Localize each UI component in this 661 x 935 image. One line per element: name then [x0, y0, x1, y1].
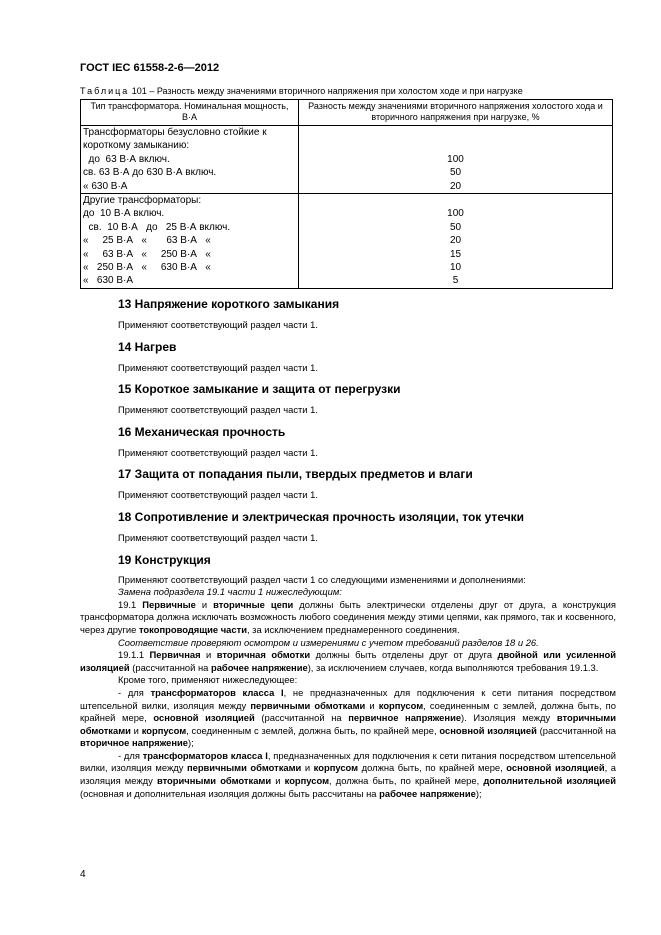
- text-run: должны быть электрически отделены друг от друга, а конструкция трансформатора должна исключать возможность любого соединения между этими цепями, как прямого, так и косвенного, через другие: [80, 598, 616, 635]
- table-cell-type: « 630 В·А: [83, 275, 134, 287]
- sections-list: [80, 296, 616, 568]
- text-run: и: [271, 775, 285, 787]
- table-cell-type: « 63 В·А « 250 В·А «: [83, 248, 211, 260]
- additional-requirements: Кроме того, применяют нижеследующее:: [118, 674, 298, 686]
- text-run: - для: [118, 749, 143, 761]
- table-group-title-line: Трансформаторы безусловно стойкие к: [83, 127, 267, 138]
- term-bold: корпусом: [284, 775, 330, 787]
- text-run: и: [130, 724, 142, 736]
- table-101: [80, 99, 613, 289]
- table-group-row: [81, 126, 613, 194]
- term-bold: первичными обмотками: [186, 762, 302, 774]
- text-run: , а изоляция между: [80, 762, 616, 787]
- text-run: );: [475, 787, 482, 799]
- table-caption-text: 101 – Разность между значениями вторичного напряжения при холостом ходе и при нагрузке: [129, 86, 523, 96]
- text-run: ), за исключением случаев, когда выполняются требования 19.1.3.: [307, 661, 599, 673]
- table-col1-header: Тип трансформатора. Номинальная мощность, В·А: [81, 100, 299, 126]
- table-cell-value: 20: [449, 180, 462, 192]
- table-cell-type: « 250 В·А « 630 В·А «: [83, 262, 211, 274]
- term-bold: рабочее напряжение: [379, 787, 476, 799]
- section-heading: 17 Защита от попадания пыли, твердых предметов и влаги: [118, 467, 473, 482]
- table-group1-values: [299, 126, 613, 194]
- table-group-row: [81, 194, 613, 289]
- table-header-row: [81, 100, 613, 126]
- class-i-plug-item: [80, 750, 616, 800]
- table-caption: [80, 86, 523, 96]
- table-group-title-line: короткому замыканию:: [83, 140, 190, 152]
- term-bold: корпусом: [313, 762, 359, 774]
- term-bold: вторичными обмотками: [80, 712, 616, 736]
- table-cell-value: 20: [449, 235, 462, 247]
- term-bold: основной изоляцией: [153, 712, 255, 724]
- text-run: , соединенным с землей, должна быть, по крайней мере,: [80, 699, 616, 724]
- term-bold: основной изоляцией: [506, 762, 605, 774]
- text-run: (основная и дополнительная изоляция должны быть рассчитаны на: [80, 787, 380, 799]
- table-cell-type: св. 63 В·А до 630 В·А включ.: [83, 167, 217, 179]
- compliance-check-note: Соответствие проверяют осмотром и измерениями с учетом требований разделов 18 и 26.: [118, 636, 539, 648]
- term-bold: первичное напряжение: [348, 712, 462, 724]
- text-run: и: [200, 649, 217, 661]
- table-group2-types: [81, 194, 299, 289]
- text-run: (рассчитанной на: [536, 724, 616, 736]
- table-cell-type: « 25 В·А « 63 В·А «: [83, 235, 211, 247]
- text-run: (рассчитанной на: [129, 661, 211, 673]
- text-run: (рассчитанной на: [254, 712, 349, 724]
- text-run: и: [301, 762, 314, 774]
- text-run: );: [187, 737, 194, 749]
- section-heading: 19 Конструкция: [118, 552, 211, 567]
- term-bold: Первичные: [142, 598, 196, 610]
- term-bold: вторичными обмотками: [156, 775, 272, 787]
- term-bold: Первичная: [149, 649, 201, 661]
- text-run: - для: [118, 686, 151, 698]
- text-run: 19.1: [118, 598, 143, 610]
- table-cell-type: « 630 В·А: [83, 180, 128, 192]
- text-run: и: [195, 598, 214, 610]
- text-run: , соединенным с землей, должна быть, по крайней мере,: [186, 724, 440, 736]
- text-run: , за исключением преднамеренного соединения.: [246, 623, 460, 635]
- table-spacer: [301, 126, 610, 139]
- table-cell-value: 10: [449, 262, 462, 274]
- term-bold: основной изоляцией: [439, 724, 537, 736]
- term-bold: трансформаторов класса I: [150, 686, 284, 698]
- section-heading: 13 Напряжение короткого замыкания: [118, 297, 340, 311]
- term-bold: вторичные цепи: [213, 598, 294, 610]
- section-heading: 18 Сопротивление и электрическая прочность изоляции, ток утечки: [118, 509, 525, 524]
- section-text: Применяют соответствующий раздел части 1.: [118, 531, 318, 543]
- table-col2-header: Разность между значениями вторичного напряжения холостого хода и вторичного напряжения при нагрузке, %: [299, 100, 613, 126]
- table-cell-value: 15: [449, 248, 462, 260]
- class-i-no-plug-item: [80, 687, 616, 750]
- section-text: Применяют соответствующий раздел части 1.: [118, 361, 318, 373]
- clause-19-1: [80, 599, 616, 637]
- term-bold: корпусом: [141, 724, 187, 736]
- document-header: ГОСТ IEC 61558-2-6—2012: [80, 62, 220, 74]
- table-caption-word: Таблица: [80, 86, 130, 96]
- section-heading: 14 Нагрев: [118, 339, 177, 354]
- table-cell-value: 50: [449, 221, 462, 233]
- document-body: [80, 296, 616, 800]
- term-bold: вторичная обмотки: [216, 649, 311, 661]
- s19-replace-note: Замена подраздела 19.1 части 1 нижеследующим:: [118, 586, 342, 598]
- text-run: ). Изоляция между: [461, 712, 557, 724]
- term-bold: первичными обмотками: [250, 699, 366, 711]
- text-run: должна быть, по крайней мере,: [358, 762, 507, 774]
- section-text: Применяют соответствующий раздел части 1.: [118, 489, 318, 501]
- table-group2-values: [299, 194, 613, 289]
- table-group1-types: [81, 126, 299, 194]
- table-cell-value: 100: [447, 153, 464, 165]
- term-bold: дополнительной изоляцией: [483, 775, 616, 787]
- table-cell-type: св. 10 В·А до 25 В·А включ.: [83, 221, 231, 233]
- s19-intro: Применяют соответствующий раздел части 1 со следующими изменениями и дополнениями:: [118, 573, 526, 585]
- text-run: , должна быть, по крайней мере,: [329, 775, 484, 787]
- section-text: Применяют соответствующий раздел части 1.: [118, 446, 318, 458]
- text-run: должны быть отделены друг от друга: [310, 649, 498, 661]
- term-bold: рабочее напряжение: [210, 661, 308, 673]
- text-run: и: [365, 699, 379, 711]
- text-run: 19.1.1: [118, 649, 150, 661]
- text-run: , предназначенных для подключения к сети питания посредством штепсельной вилки, изоляция между: [80, 749, 616, 774]
- table-group-title-line: Другие трансформаторы:: [83, 195, 202, 207]
- text-run: , не предназначенных для подключения к сети питания посредством штепсельной вилки, изоляция между: [80, 686, 616, 711]
- page-number: 4: [80, 869, 86, 880]
- table-cell-value: 50: [449, 167, 462, 179]
- term-bold: вторичное напряжение: [80, 737, 188, 749]
- table-cell-value: 100: [447, 208, 464, 220]
- table-spacer: [301, 194, 610, 207]
- table-cell-type: до 63 В·А включ.: [83, 153, 170, 165]
- section-heading: 15 Короткое замыкание и защита от перегрузки: [118, 382, 401, 397]
- section-text: Применяют соответствующий раздел части 1.: [118, 319, 318, 330]
- clause-19-1-1: [80, 649, 616, 674]
- section-text: Применяют соответствующий раздел части 1.: [118, 404, 318, 416]
- term-bold: трансформаторов класса I: [142, 749, 268, 761]
- term-bold: токопроводящие части: [138, 623, 247, 635]
- term-bold: двойной или усиленной изоляцией: [80, 649, 617, 673]
- section-heading: 16 Механическая прочность: [118, 424, 286, 439]
- table-cell-type: до 10 В·А включ.: [83, 208, 165, 220]
- table-cell-value: 5: [452, 275, 459, 287]
- term-bold: корпусом: [378, 699, 424, 711]
- table-spacer: [301, 139, 610, 152]
